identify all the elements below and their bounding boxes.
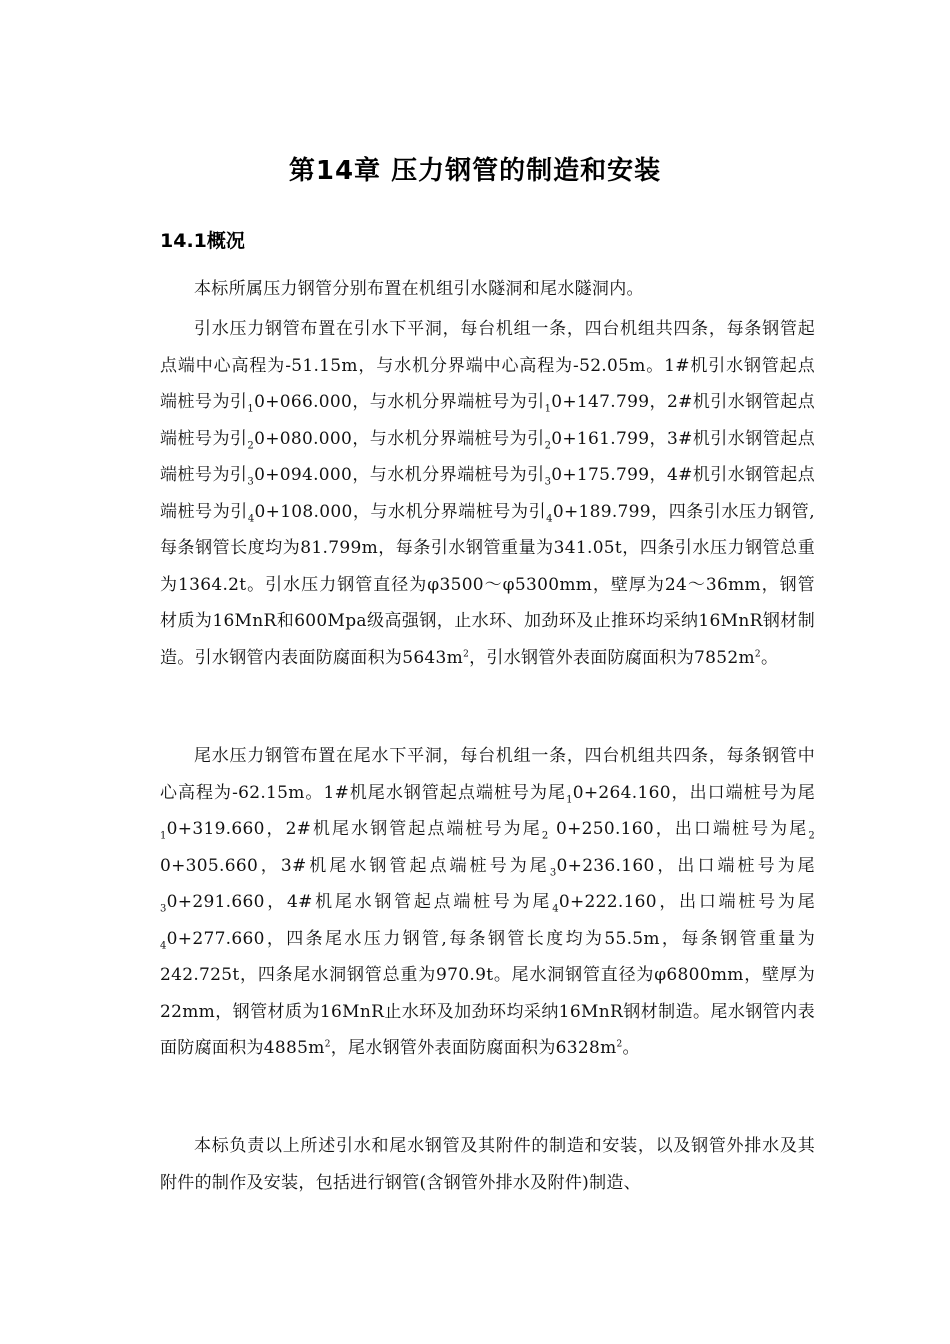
text-run: 0+250.160，出口端桩号为尾 [548,819,809,839]
subscript: 2 [541,830,549,842]
subscript: 3 [160,903,167,915]
text-run: 0+277.660，四条尾水压力钢管,每条钢管长度均为55.5m，每条钢管重量为242.725t，四条尾水洞钢管总重为970.9t。尾水洞钢管直径为φ6800mm，壁厚为22mm，钢管材质为16MnR止水环及加劲环均采纳16MnR钢材制造。尾水钢管内表面防腐面积为4885m [160,928,815,1058]
chapter-title: 第14章 压力钢管的制造和安装 [288,156,662,186]
text-run: ，尾水钢管外表面防腐面积为6328m [330,1038,617,1058]
superscript: 2 [463,648,470,659]
text-run: 0+291.660，4#机尾水钢管起点端桩号为尾 [166,892,553,912]
superscript: 2 [616,1039,623,1050]
text-run: 0+319.660，2#机尾水钢管起点端桩号为尾 [166,819,542,839]
subscript: 2 [247,439,255,451]
text-run: 0+066.000，与水机分界端桩号为引 [254,392,545,412]
subscript: 4 [552,903,559,915]
subscript: 3 [544,476,552,488]
subscript: 1 [544,403,552,415]
superscript: 2 [754,648,761,659]
text-run: 。 [622,1038,640,1058]
text-run: ，引水钢管外表面防腐面积为7852m [469,647,755,668]
text-run: 0+189.799，四条引水压力钢管,每条钢管长度均为81.799m，每条引水钢管重量为341.05t，四条引水压力钢管总重为1364.2t。引水压力钢管直径为φ3500～φ5300mm，壁厚为24～36mm，钢管材质为16MnR和600Mpa级高强钢，止水环、加劲环及止推环均采纳16MnR钢材制造。引水钢管内表面防腐面积为5643m [160,501,816,668]
subscript: 4 [160,939,167,951]
subscript: 4 [247,512,255,524]
text-run: 0+175.799，4#机引水钢管起点端桩号为引 [160,465,816,522]
subscript: 1 [247,403,255,415]
text-run: 尾水压力钢管布置在尾水下平洞，每台机组一条，四台机组共四条，每条钢管中心高程为-62.15m。1#机尾水钢管起点端桩号为尾 [160,746,815,803]
text-run: 0+236.160，出口端桩号为尾 [556,855,815,876]
subscript: 3 [247,476,255,488]
text-run: 。 [760,647,779,668]
text-run: 0+094.000，与水机分界端桩号为引 [254,465,545,485]
subscript: 2 [544,439,552,451]
subscript: 3 [549,866,557,878]
text-run: 0+222.160，出口端桩号为尾 [558,892,815,912]
section-heading: 14.1概况 [160,230,245,252]
text-run: 0+305.660，3#机尾水钢管起点端桩号为尾 [160,855,550,876]
subscript: 2 [808,830,815,842]
paragraph-tailrace-penstock [160,738,815,1067]
text-run: 0+147.799，2#机引水钢管起点端桩号为引 [160,392,816,449]
text-run: 0+080.000，与水机分界端桩号为引 [254,428,545,449]
paragraph-overview: 本标所属压力钢管分别布置在机组引水隧洞和尾水隧洞内。 [194,279,644,299]
text-run: 引水压力钢管布置在引水下平洞，每台机组一条，四台机组共四条，每条钢管起点端中心高程为-51.15m，与水机分界端中心高程为-52.05m。1#机引水钢管起点端桩号为引 [160,319,815,412]
text-run: 0+108.000，与水机分界端桩号为引 [254,501,547,522]
subscript: 4 [546,512,553,524]
text-run: 0+161.799，3#机引水钢管起点端桩号为引 [160,428,816,485]
subscript: 1 [566,793,573,805]
paragraph-scope: 本标负责以上所述引水和尾水钢管及其附件的制造和安装，以及钢管外排水及其附件的制作及安装，包括进行钢管(含钢管外排水及附件)制造、 [160,1136,815,1193]
text-run: 0+264.160，出口端桩号为尾 [572,782,815,803]
subscript: 1 [160,830,167,842]
paragraph-intake-penstock [160,311,815,676]
superscript: 2 [324,1039,331,1050]
